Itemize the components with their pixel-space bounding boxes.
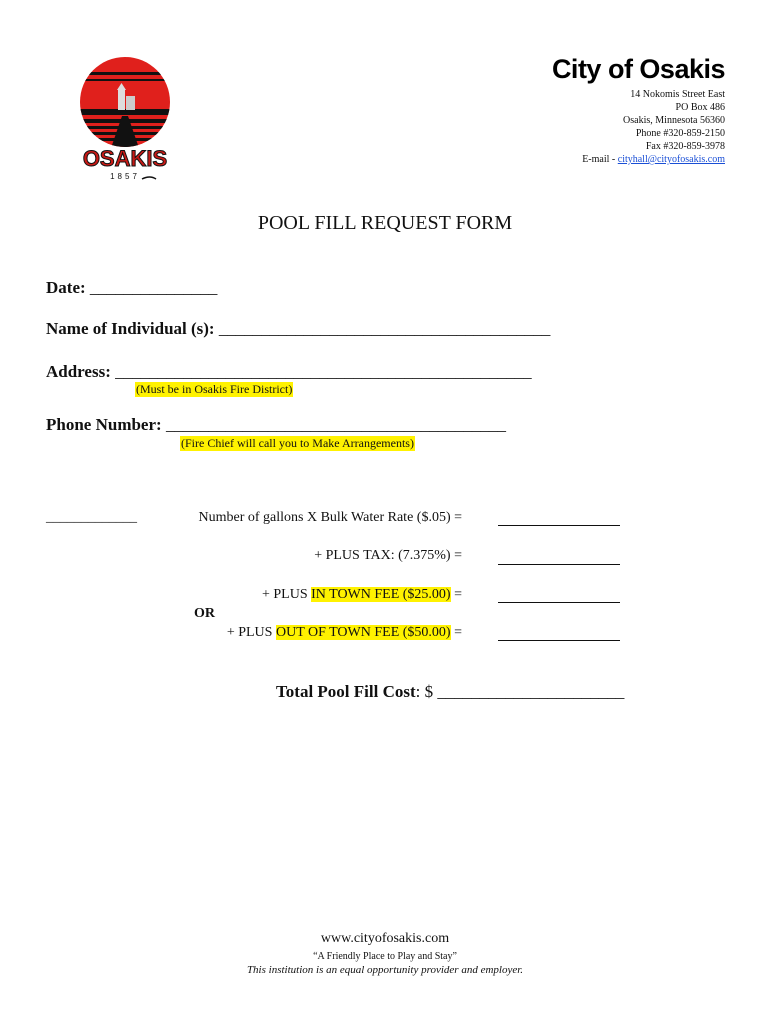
calc-out-of-town-label bbox=[227, 625, 462, 641]
name-field-row bbox=[46, 319, 550, 339]
calc-in-town-answer[interactable] bbox=[498, 602, 620, 603]
email-link[interactable]: cityhall@cityofosakis.com bbox=[617, 154, 725, 165]
out-of-town-suffix: = bbox=[450, 625, 462, 640]
calc-tax-label: + PLUS TAX: (7.375%) = bbox=[314, 548, 462, 563]
address-po-box: PO Box 486 bbox=[675, 102, 725, 113]
calc-gallons-label: Number of gallons X Bulk Water Rate ($.05) = bbox=[198, 510, 462, 525]
address-email-row bbox=[582, 153, 725, 166]
gallons-field[interactable]: _____________ bbox=[46, 510, 137, 525]
calc-gallons-answer[interactable] bbox=[498, 525, 620, 526]
address-phone: Phone #320-859-2150 bbox=[635, 128, 725, 139]
calc-in-town-label bbox=[262, 587, 462, 603]
sun-emblem bbox=[70, 56, 180, 151]
logo-text: OSAKIS bbox=[82, 146, 168, 171]
address-note: (Must be in Osakis Fire District) bbox=[136, 382, 293, 396]
address-street: 14 Nokomis Street East bbox=[630, 89, 725, 100]
address-label: Address: bbox=[46, 362, 111, 381]
address-fax: Fax #320-859-3978 bbox=[645, 141, 725, 152]
city-logo bbox=[70, 56, 180, 186]
phone-field[interactable]: ________________________________________ bbox=[165, 415, 506, 434]
calc-or-label: OR bbox=[194, 606, 215, 621]
date-label: Date: bbox=[46, 278, 86, 297]
name-field[interactable]: _______________________________________ bbox=[218, 319, 551, 338]
total-field[interactable]: : $ ______________________ bbox=[415, 682, 625, 701]
name-label: Name of Individual (s): bbox=[46, 319, 215, 338]
form-title: POOL FILL REQUEST FORM bbox=[257, 212, 513, 234]
calc-out-of-town-answer[interactable] bbox=[498, 640, 620, 641]
footer-tagline: “A Friendly Place to Play and Stay” bbox=[313, 951, 457, 962]
phone-label: Phone Number: bbox=[46, 415, 162, 434]
out-of-town-prefix: + PLUS bbox=[226, 625, 276, 640]
out-of-town-fee-highlight: OUT OF TOWN FEE ($50.00) bbox=[275, 625, 451, 640]
logo-year: 1857 bbox=[110, 172, 140, 181]
phone-note: (Fire Chief will call you to Make Arrangements) bbox=[181, 436, 414, 450]
city-name: City of Osakis bbox=[551, 54, 725, 84]
total-label: Total Pool Fill Cost bbox=[276, 682, 416, 701]
footer-equal-opportunity: This institution is an equal opportunity provider and employer. bbox=[246, 964, 524, 976]
date-field-row bbox=[46, 278, 217, 298]
date-field[interactable]: _______________ bbox=[89, 278, 218, 297]
email-label: E-mail - bbox=[582, 154, 618, 165]
phone-field-row bbox=[46, 415, 506, 435]
in-town-suffix: = bbox=[450, 587, 462, 602]
address-field-row bbox=[46, 362, 532, 382]
in-town-fee-highlight: IN TOWN FEE ($25.00) bbox=[311, 587, 451, 602]
footer-website: www.cityofosakis.com bbox=[320, 931, 450, 946]
total-cost-row bbox=[276, 682, 624, 702]
calc-tax-answer[interactable] bbox=[498, 564, 620, 565]
in-town-prefix: + PLUS bbox=[261, 587, 312, 602]
address-field[interactable]: _________________________________________________ bbox=[115, 362, 532, 381]
address-city-state: Osakis, Minnesota 56360 bbox=[623, 115, 725, 126]
